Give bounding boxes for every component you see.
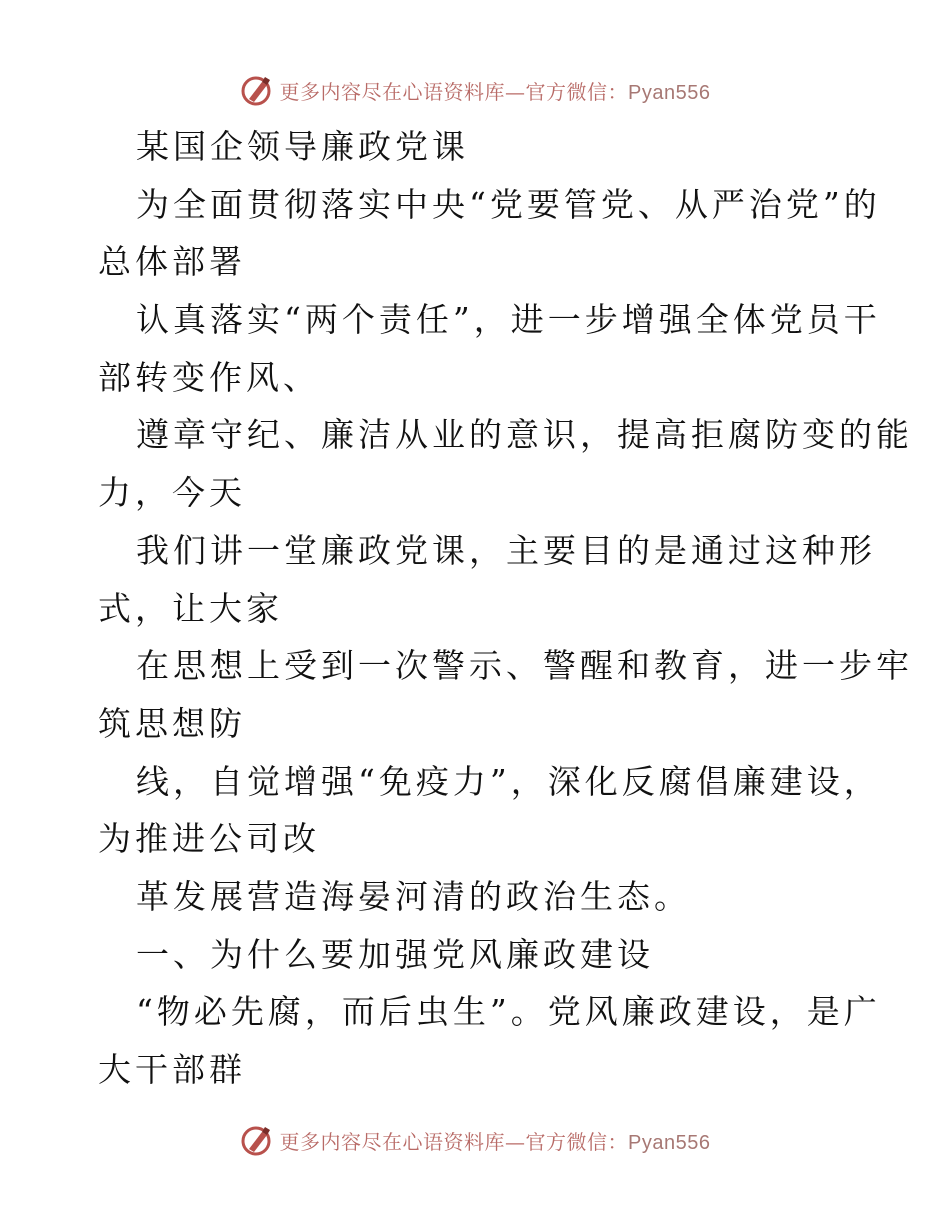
watermark-text-cn: 更多内容尽在心语资料库—官方微信： (279, 79, 629, 104)
watermark-text (280, 76, 711, 105)
section-heading: 一、为什么要加强党风廉政建设 (136, 934, 654, 974)
paragraph-line: 力，今天 (98, 473, 246, 513)
paragraph-line: 线，自觉增强“免疫力”，深化反腐倡廉建设， (136, 761, 881, 801)
paragraph-line: 在思想上受到一次警示、警醒和教育，进一步牢 (136, 646, 913, 686)
paragraph-line: 大干部群 (98, 1050, 246, 1089)
paragraph-line: 我们讲一堂廉政党课，主要目的是通过这种形 (136, 530, 876, 570)
red-pen-circle-logo-icon (240, 1123, 274, 1157)
watermark-text (280, 1126, 711, 1155)
header-watermark (0, 70, 950, 110)
paragraph-line: 遵章守纪、廉洁从业的意识，提高拒腐防变的能 (136, 415, 913, 455)
document-title: 某国企领导廉政党课 (136, 127, 469, 166)
paragraph-line: “物必先腐，而后虫生”。党风廉政建设，是广 (136, 992, 881, 1032)
paragraph-line: 部转变作风、 (98, 357, 320, 397)
paragraph-line: 革发展营造海晏河清的政治生态。 (136, 876, 691, 916)
paragraph-line: 为全面贯彻落实中央“党要管党、从严治党”的 (136, 184, 881, 224)
paragraph-line: 为推进公司改 (98, 819, 320, 859)
watermark-text-en: Pyan556 (628, 1131, 711, 1154)
document-body (98, 118, 913, 1099)
watermark-text-en: Pyan556 (628, 81, 711, 104)
paragraph-line: 认真落实“两个责任”，进一步增强全体党员干 (136, 300, 881, 340)
paragraph-line: 总体部署 (98, 242, 246, 282)
watermark-text-cn: 更多内容尽在心语资料库—官方微信： (279, 1129, 629, 1154)
paragraph-line: 式，让大家 (98, 588, 283, 628)
footer-watermark (0, 1120, 950, 1160)
paragraph-line: 筑思想防 (98, 703, 246, 743)
red-pen-circle-logo-icon (240, 73, 274, 107)
